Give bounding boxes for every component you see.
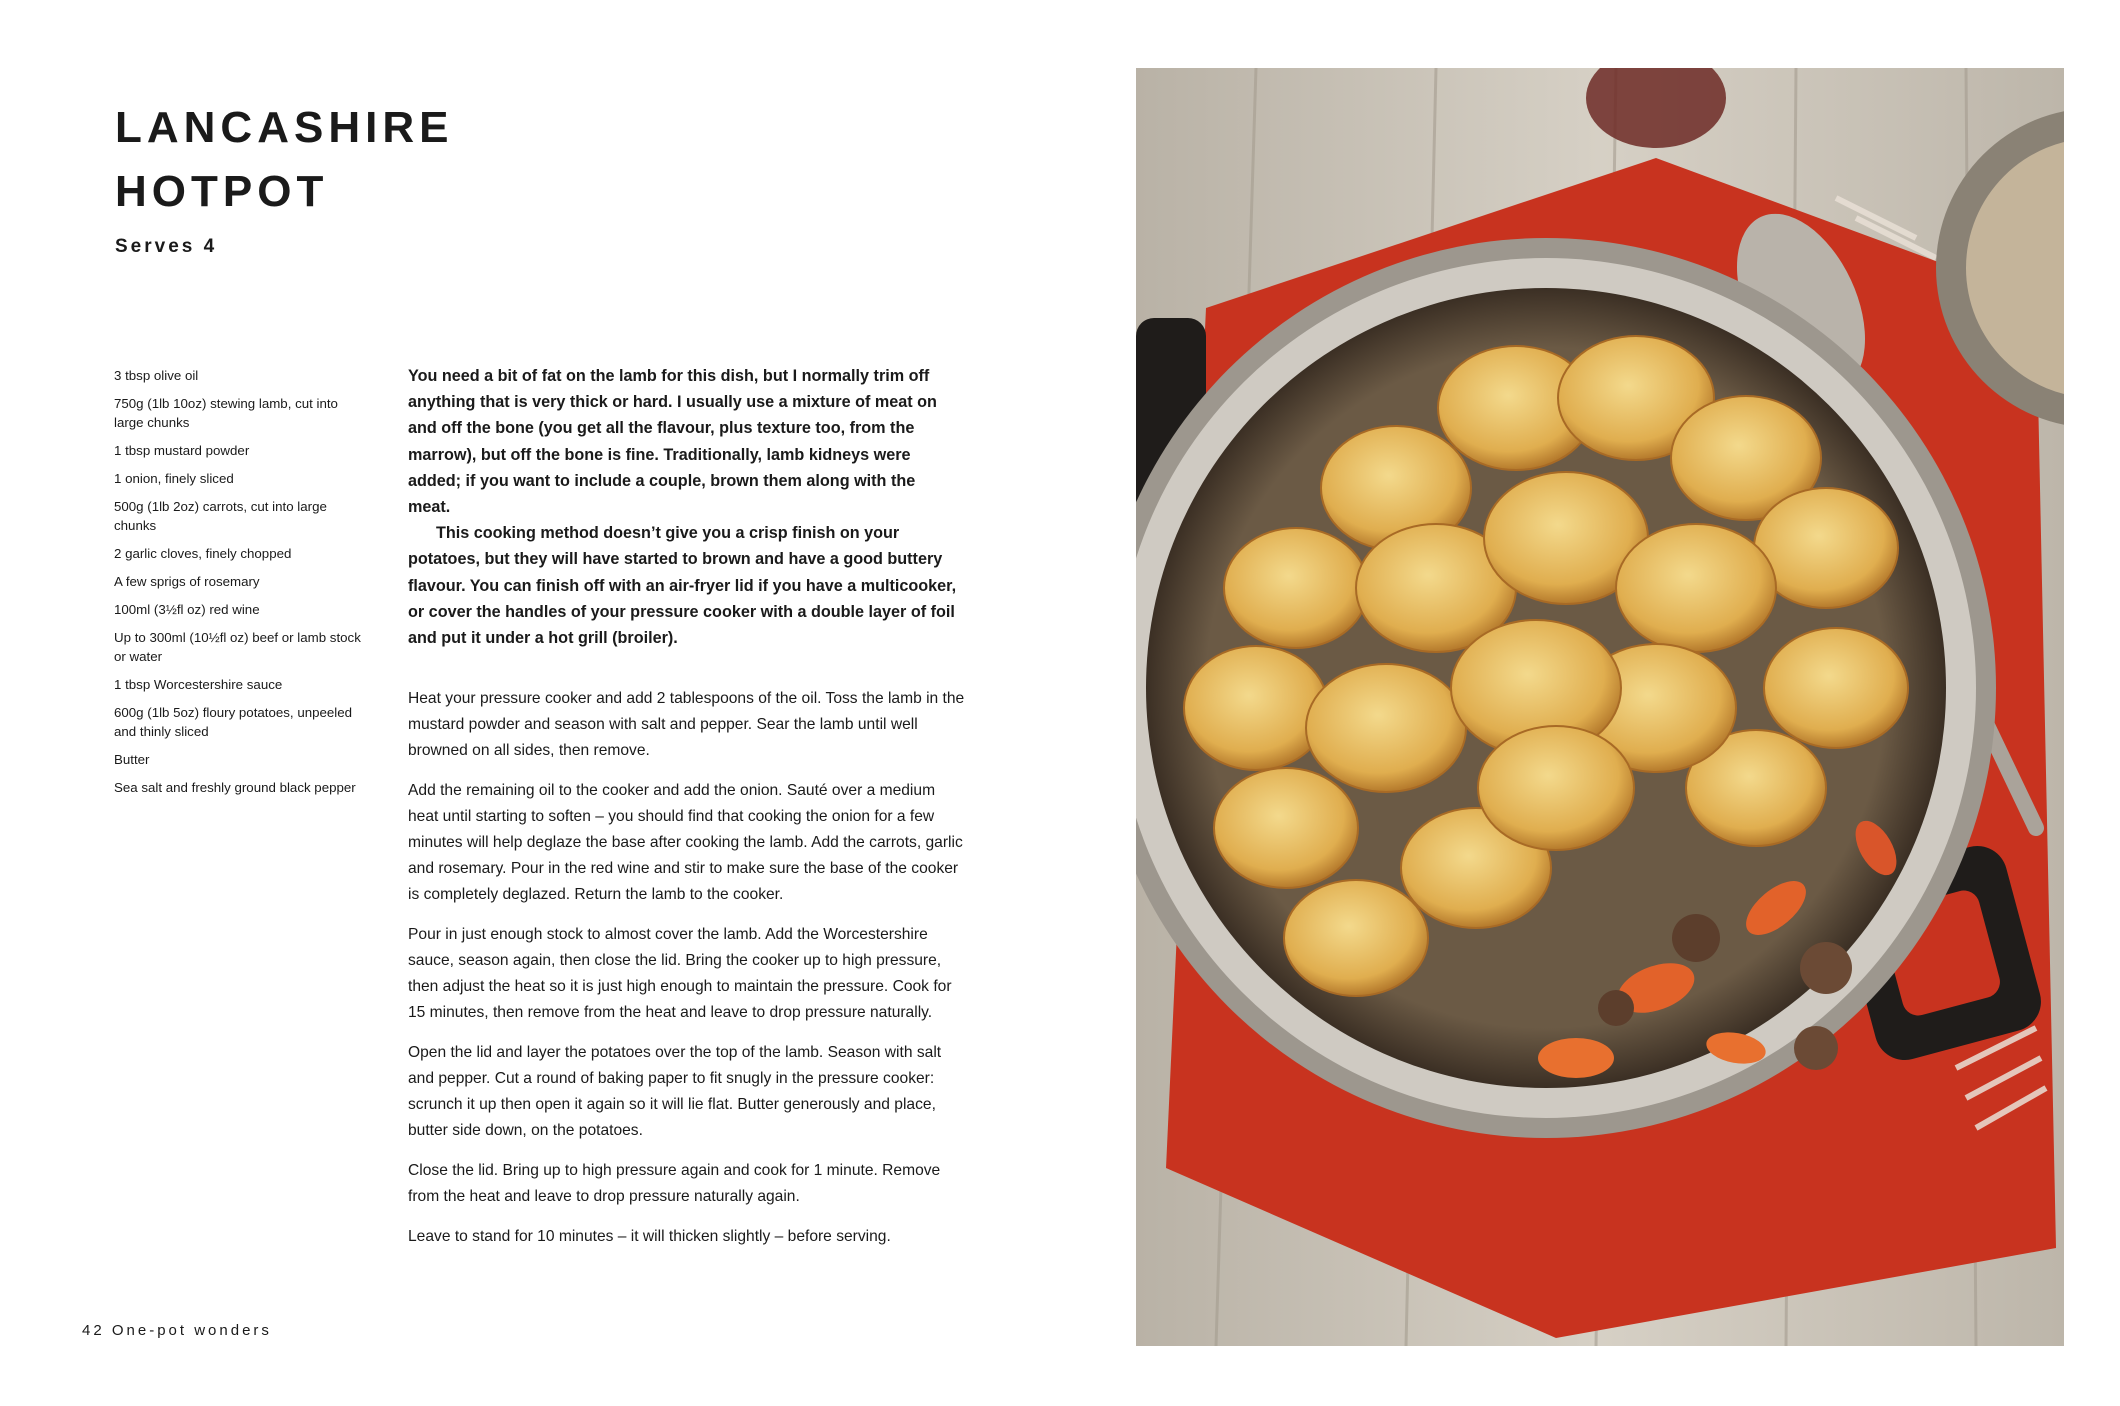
method-step: Pour in just enough stock to almost cover the lamb. Add the Worcestershire sauce, season again, then close the lid. Bring the cooker up to high pressure, then adjust the heat so it is just high enough to maintain the pressure. Cook for 15 minutes, then remove from the heat and leave to drop pressure naturally. — [408, 926, 952, 1021]
ingredient-item: 100ml (3½fl oz) red wine — [114, 602, 260, 617]
method-step: Add the remaining oil to the cooker and add the onion. Sauté over a medium heat until starting to soften – you should find that cooking the onion for a few minutes will help deglaze the base after cooking the lamb. Add the carrots, garlic and rosemary. Pour in the red wine and stir to make sure the base of the cooker is completely deglazed. Return the lamb to the cooker. — [408, 782, 963, 903]
ingredient-item: Sea salt and freshly ground black pepper — [114, 780, 356, 795]
hotpot-photo-illustration — [1136, 68, 2064, 1346]
ingredient-item: 750g (1lb 10oz) stewing lamb, cut into large chunks — [114, 396, 338, 430]
ingredient-item: A few sprigs of rosemary — [114, 574, 260, 589]
ingredient-item: 1 tbsp mustard powder — [114, 443, 250, 458]
method-step: Heat your pressure cooker and add 2 tablespoons of the oil. Toss the lamb in the mustard powder and season with salt and pepper. Sear the lamb until well browned on all sides, then remove. — [408, 690, 965, 759]
serves-label: Serves 4 — [115, 236, 218, 257]
intro-paragraph: You need a bit of fat on the lamb for this dish, but I normally trim off anything that is very thick or hard. I usually use a mixture of meat on and off the bone (you get all the flavour, plus texture too, from the marrow), but off the bone is fine. Traditionally, lamb kidneys were added; if you want to include a couple, brown them along with the meat. — [408, 367, 937, 517]
method-step: Close the lid. Bring up to high pressure again and cook for 1 minute. Remove from the heat and leave to drop pressure naturally again. — [408, 1162, 941, 1205]
method-step: Leave to stand for 10 minutes – it will thicken slightly – before serving. — [408, 1228, 891, 1245]
ingredient-item: 2 garlic cloves, finely chopped — [114, 546, 292, 561]
intro-text — [408, 363, 958, 651]
method-steps — [408, 686, 968, 1264]
ingredient-item: 500g (1lb 2oz) carrots, cut into large chunks — [114, 499, 327, 533]
hotpot-photo — [1136, 68, 2064, 1346]
page-footer: 42 One-pot wonders — [82, 1322, 272, 1339]
method-step: Open the lid and layer the potatoes over the top of the lamb. Season with salt and pepper. Cut a round of baking paper to fit snugly in the pressure cooker: scrunch it up then open it again so it will lie flat. Butter generously and place, butter side down, on the potatoes. — [408, 1044, 942, 1139]
ingredient-item: 3 tbsp olive oil — [114, 368, 199, 383]
ingredient-item: 1 onion, finely sliced — [114, 471, 234, 486]
ingredient-item: Up to 300ml (10½fl oz) beef or lamb stock or water — [114, 630, 361, 664]
ingredient-item: 1 tbsp Worcestershire sauce — [114, 677, 283, 692]
title-line-2: HOTPOT — [115, 167, 329, 216]
recipe-title — [115, 96, 453, 224]
intro-paragraph: This cooking method doesn’t give you a crisp finish on your potatoes, but they will have started to brown and have a good buttery flavour. You can finish off with an air-fryer lid if you have a multicooker, or cover the handles of your pressure cooker with a double layer of foil and put it under a hot grill (broiler). — [408, 524, 957, 648]
ingredient-item: Butter — [114, 752, 150, 767]
ingredient-item: 600g (1lb 5oz) floury potatoes, unpeeled and thinly sliced — [114, 705, 353, 739]
title-line-1: LANCASHIRE — [115, 103, 454, 152]
ingredient-list — [114, 366, 364, 806]
